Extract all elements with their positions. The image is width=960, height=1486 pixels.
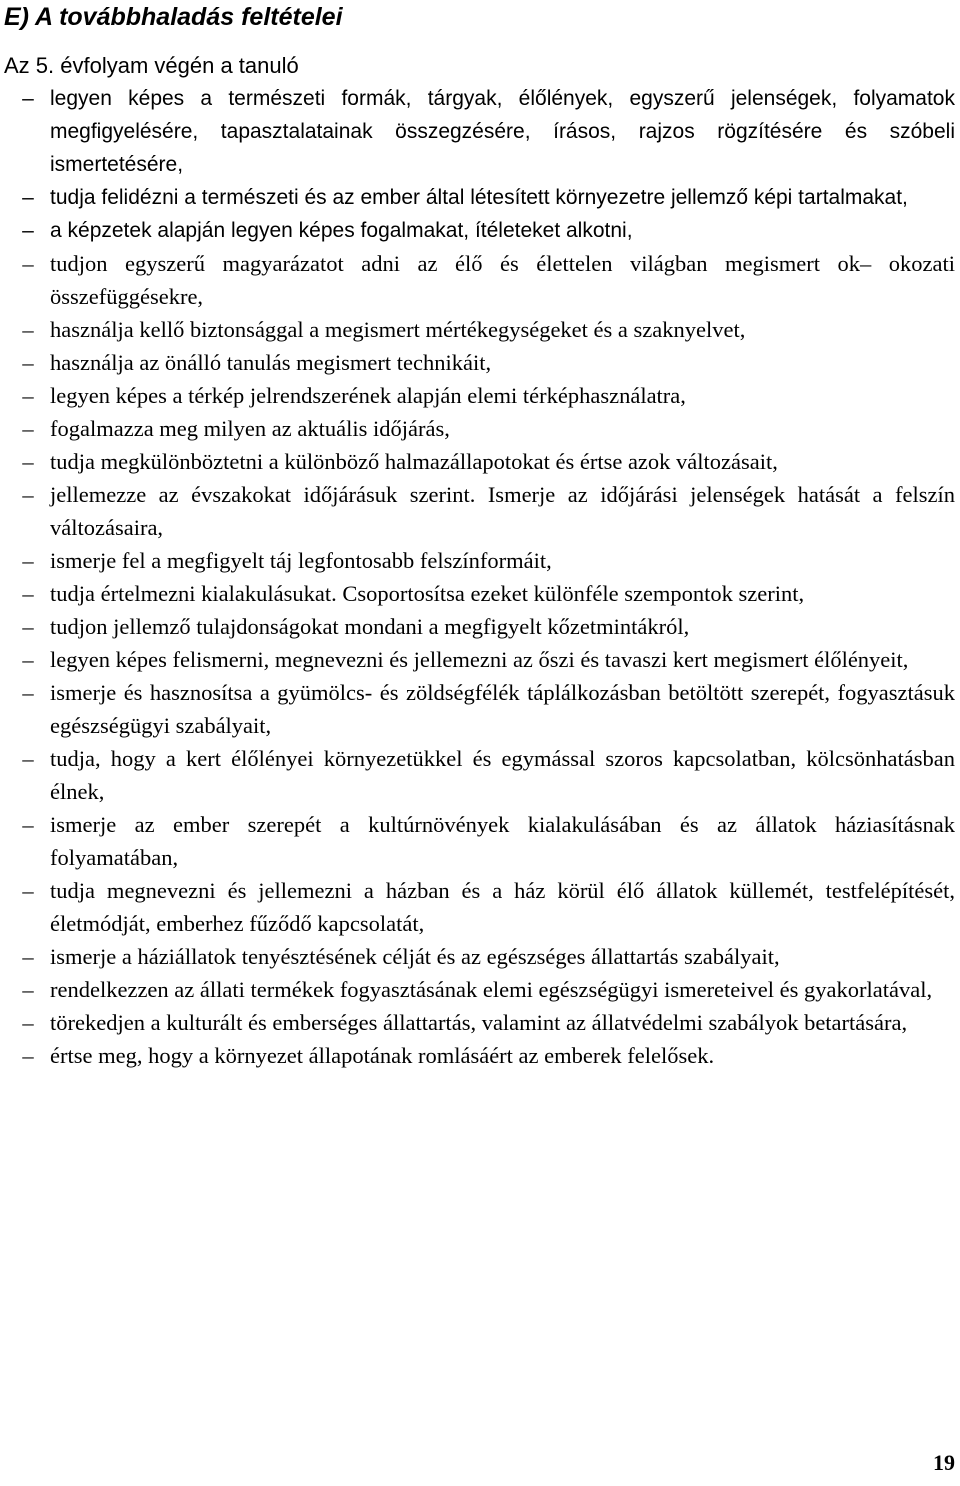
list-item xyxy=(0,379,955,412)
dash-bullet: – xyxy=(22,647,34,672)
list-item-text: tudja értelmezni kialakulásukat. Csoportosítsa ezeket különféle szempontok szerint, xyxy=(50,581,805,606)
dash-bullet: – xyxy=(22,680,34,705)
list-item-text: rendelkezzen az állati termékek fogyasztásának elemi egészségügyi ismereteivel és gyakorlatával, xyxy=(50,977,933,1002)
requirements-list xyxy=(0,82,960,1072)
list-item-text: ismerje fel a megfigyelt táj legfontosabb felszínformáit, xyxy=(50,548,552,573)
dash-bullet: – xyxy=(22,977,34,1002)
list-item xyxy=(0,1039,955,1072)
list-item xyxy=(0,247,955,313)
dash-bullet: – xyxy=(22,482,34,507)
list-item xyxy=(0,940,955,973)
dash-bullet: – xyxy=(22,251,34,276)
dash-bullet: – xyxy=(22,317,34,342)
dash-bullet: – xyxy=(22,944,34,969)
list-item xyxy=(0,82,955,181)
list-item xyxy=(0,973,955,1006)
list-item-text: használja kellő biztonsággal a megismert mértékegységeket és a szaknyelvet, xyxy=(50,317,746,342)
list-item xyxy=(0,544,955,577)
list-item-text: legyen képes a térkép jelrendszerének alapján elemi térképhasználatra, xyxy=(50,383,686,408)
list-item xyxy=(0,478,955,544)
list-item xyxy=(0,412,955,445)
dash-bullet: – xyxy=(22,614,34,639)
list-item-text: tudja felidézni a természeti és az ember által létesített környezetre jellemző képi tartalmakat, xyxy=(50,186,908,209)
list-item xyxy=(0,577,955,610)
dash-bullet: – xyxy=(22,548,34,573)
list-item xyxy=(0,643,955,676)
list-item xyxy=(0,445,955,478)
dash-bullet: – xyxy=(22,1010,34,1035)
list-item-text: értse meg, hogy a környezet állapotának romlásáért az emberek felelősek. xyxy=(50,1043,715,1068)
list-item-text: legyen képes a természeti formák, tárgyak, élőlények, egyszerű jelenségek, folyamatok megfigyelésére, tapasztalatainak összegzésére, írásos, rajzos rögzítésére és szóbeli ismertetésére, xyxy=(50,87,955,176)
list-item xyxy=(0,808,955,874)
intro-text: Az 5. évfolyam végén a tanuló xyxy=(4,53,299,78)
list-item-text: jellemezze az évszakokat időjárásuk szerint. Ismerje az időjárási jelenségek hatását a felszín változásaira, xyxy=(50,482,955,540)
dash-bullet: – xyxy=(22,878,34,903)
dash-bullet: – xyxy=(22,186,34,209)
list-item xyxy=(0,346,955,379)
dash-bullet: – xyxy=(22,1043,34,1068)
list-item-text: tudjon jellemző tulajdonságokat mondani a megfigyelt kőzetmintákról, xyxy=(50,614,690,639)
list-item-text: tudja megnevezni és jellemezni a házban és a ház körül élő állatok küllemét, testfelépítését, életmódját, emberhez fűződő kapcsolatát, xyxy=(50,878,955,936)
dash-bullet: – xyxy=(22,746,34,771)
list-item-text: ismerje és hasznosítsa a gyümölcs- és zöldségfélék táplálkozásban betöltött szerepét, fogyasztásuk egészségügyi szabályait, xyxy=(50,680,955,738)
dash-bullet: – xyxy=(22,449,34,474)
dash-bullet: – xyxy=(22,219,34,242)
dash-bullet: – xyxy=(22,812,34,837)
list-item-text: fogalmazza meg milyen az aktuális időjárás, xyxy=(50,416,450,441)
list-item xyxy=(0,874,955,940)
section-heading: E) A továbbhaladás feltételei xyxy=(4,3,343,31)
list-item xyxy=(0,1006,955,1039)
list-item xyxy=(0,676,955,742)
list-item-text: használja az önálló tanulás megismert technikáit, xyxy=(50,350,492,375)
dash-bullet: – xyxy=(22,383,34,408)
dash-bullet: – xyxy=(22,416,34,441)
list-item xyxy=(0,610,955,643)
dash-bullet: – xyxy=(22,350,34,375)
dash-bullet: – xyxy=(22,581,34,606)
list-item xyxy=(0,214,955,247)
list-item-text: tudjon egyszerű magyarázatot adni az élő és élettelen világban megismert ok– okozati összefüggésekre, xyxy=(50,251,955,309)
list-item-text: a képzetek alapján legyen képes fogalmakat, ítéleteket alkotni, xyxy=(50,219,633,242)
list-item-text: ismerje az ember szerepét a kultúrnövények kialakulásában és az állatok háziasításnak folyamatában, xyxy=(50,812,955,870)
dash-bullet: – xyxy=(22,87,34,110)
list-item-text: tudja, hogy a kert élőlényei környezetükkel és egymással szoros kapcsolatban, kölcsönhatásban élnek, xyxy=(50,746,955,804)
list-item-text: tudja megkülönböztetni a különböző halmazállapotokat és értse azok változásait, xyxy=(50,449,778,474)
list-item xyxy=(0,742,955,808)
page-number: 19 xyxy=(933,1450,955,1475)
list-item-text: ismerje a háziállatok tenyésztésének célját és az egészséges állattartás szabályait, xyxy=(50,944,780,969)
list-item xyxy=(0,181,955,214)
list-item-text: legyen képes felismerni, megnevezni és jellemezni az őszi és tavaszi kert megismert élőlényeit, xyxy=(50,647,909,672)
list-item-text: törekedjen a kulturált és emberséges állattartás, valamint az állatvédelmi szabályok betartására, xyxy=(50,1010,908,1035)
list-item xyxy=(0,313,955,346)
